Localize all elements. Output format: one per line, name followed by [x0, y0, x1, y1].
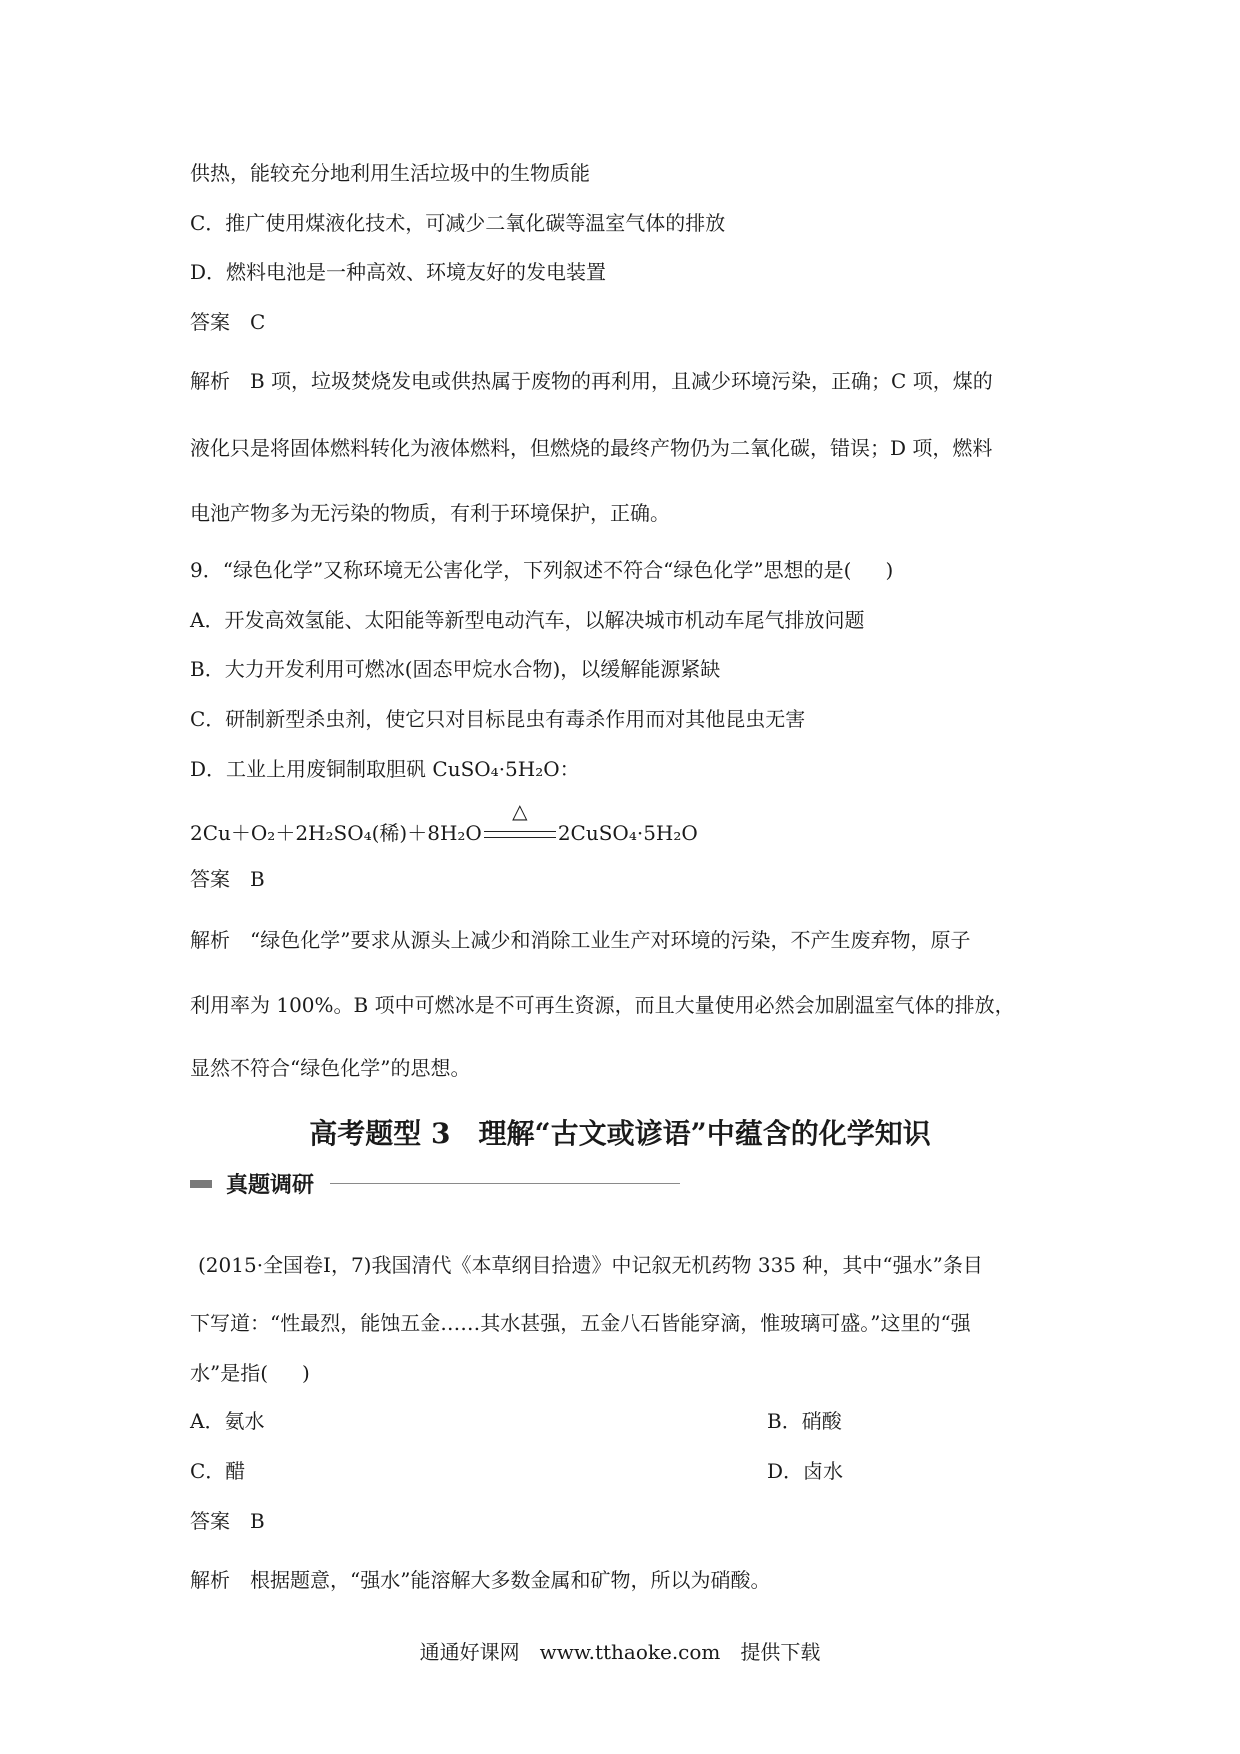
- question-2015-line: [190, 1360, 310, 1386]
- heat-symbol: △: [512, 799, 528, 823]
- answer: 答案 B: [190, 1509, 265, 1533]
- equation-reactants: 2Cu＋O₂＋2H₂SO₄(稀)＋8H₂O: [190, 821, 482, 845]
- answer: 答案 C: [190, 310, 266, 334]
- explanation-line: 电池产物多为无污染的物质，有利于环境保护，正确。: [190, 501, 670, 525]
- question-2015-line: 下写道：“性最烈，能蚀五金……其水甚强，五金八石皆能穿滴，惟玻璃可盛。”这里的“强: [190, 1311, 971, 1335]
- explanation-line: 利用率为 100%。B 项中可燃冰是不可再生资源，而且大量使用必然会加剧温室气体的排放，: [190, 993, 1015, 1017]
- divider: [330, 1183, 680, 1184]
- option-b: B．硝酸: [767, 1409, 842, 1433]
- explanation-line: 解析 “绿色化学”要求从源头上减少和消除工业生产对环境的污染，不产生废弃物，原子: [190, 928, 971, 952]
- question-2015: (2015·全国卷Ⅰ，7)我国清代《本草纲目拾遗》中记叙无机药物 335 种，其中“强水”条目: [198, 1253, 983, 1277]
- option-d: D．卤水: [767, 1459, 844, 1483]
- question-2015-text: 水”是指(: [190, 1361, 269, 1385]
- question-2015-bracket: ): [302, 1361, 310, 1385]
- option-d: D．燃料电池是一种高效、环境友好的发电装置: [190, 260, 607, 284]
- explanation-line: 解析 B 项，垃圾焚烧发电或供热属于废物的再利用，且减少环境污染，正确；C 项，煤的: [190, 369, 993, 393]
- explanation-line: 液化只是将固体燃料转化为液体燃料，但燃烧的最终产物仍为二氧化碳，错误；D 项，燃料: [190, 436, 993, 460]
- option-a: A．开发高效氢能、太阳能等新型电动汽车，以解决城市机动车尾气排放问题: [190, 608, 865, 632]
- option-d: D．工业上用废铜制取胆矾 CuSO₄·5H₂O：: [190, 757, 580, 781]
- question-9: [190, 557, 893, 583]
- footer: 通通好课网 www.tthaoke.com 提供下载: [419, 1640, 821, 1664]
- explanation-line: 解析 根据题意，“强水”能溶解大多数金属和矿物，所以为硝酸。: [190, 1568, 771, 1592]
- question-9-text: 9．“绿色化学”又称环境无公害化学，下列叙述不符合“绿色化学”思想的是(: [190, 558, 852, 582]
- explanation-line: 显然不符合“绿色化学”的思想。: [190, 1056, 471, 1080]
- equation-arrow: [482, 799, 558, 846]
- option-c: C．研制新型杀虫剂，使它只对目标昆虫有毒杀作用而对其他昆虫无害: [190, 707, 806, 731]
- subsection-title: 真题调研: [226, 1172, 315, 1198]
- option-b: B．大力开发利用可燃冰(固态甲烷水合物)，以缓解能源紧缺: [190, 657, 721, 681]
- option-c: C．推广使用煤液化技术，可减少二氧化碳等温室气体的排放: [190, 211, 726, 235]
- option-c: C．醋: [190, 1459, 246, 1483]
- header-bar-icon: [190, 1180, 212, 1188]
- chemical-equation: [190, 799, 698, 846]
- text-line: 供热，能较充分地利用生活垃圾中的生物质能: [190, 161, 590, 185]
- equation-products: 2CuSO₄·5H₂O: [557, 821, 698, 845]
- answer: 答案 B: [190, 867, 265, 891]
- option-row: [190, 1408, 842, 1434]
- question-9-bracket: ): [885, 558, 894, 582]
- option-a: A．氨水: [190, 1409, 265, 1433]
- subsection-header: [190, 1168, 680, 1199]
- option-row: [190, 1458, 844, 1484]
- section-title: 高考题型 3 理解“古文或谚语”中蕴含的化学知识: [309, 1117, 931, 1150]
